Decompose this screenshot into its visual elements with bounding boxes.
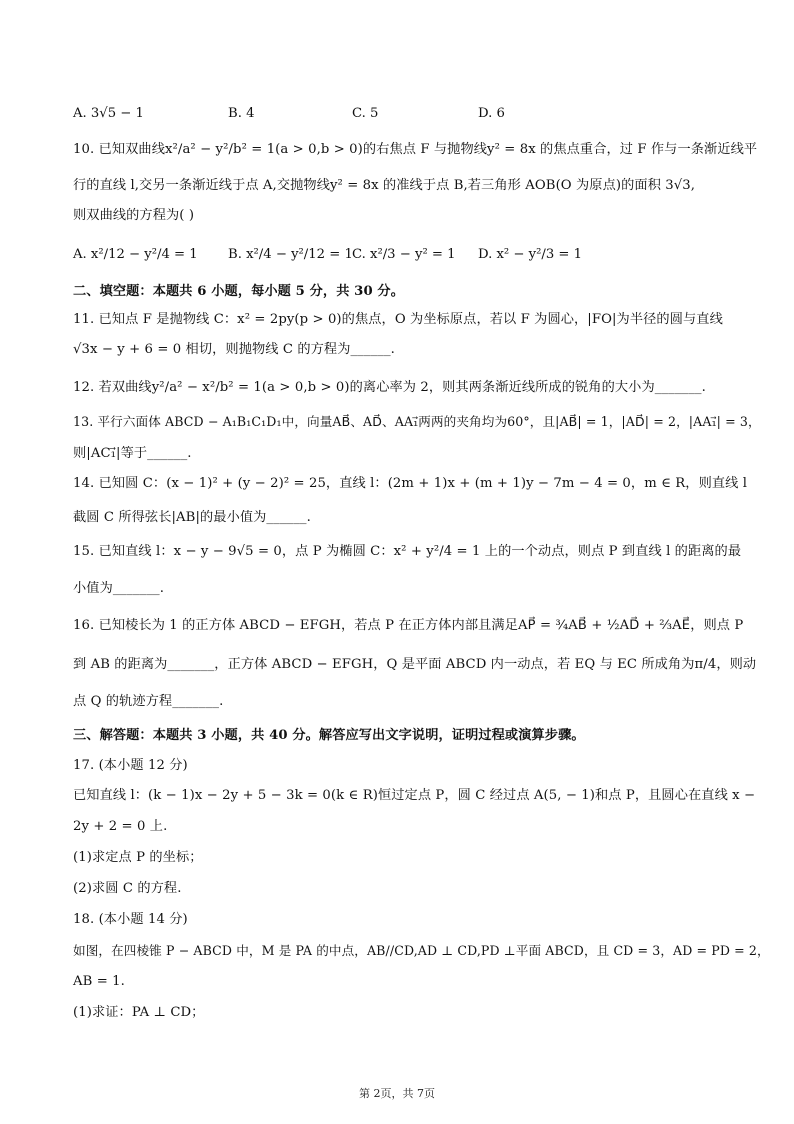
q9-option-a: A. 3√5 − 1 (73, 106, 144, 121)
q9-option-b: B. 4 (228, 106, 255, 121)
q18-line-1: 如图，在四棱锥 P − ABCD 中，M 是 PA 的中点，AB//CD,AD ⊥ CD,PD ⊥平面 ABCD，且 CD = 3，AD = PD = 2， (73, 943, 770, 958)
q11-line-2: √3x − y + 6 = 0 相切，则抛物线 C 的方程为______. (73, 342, 395, 357)
q9-option-c: C. 5 (352, 106, 379, 121)
q10-option-a: A. x²/12 − y²/4 = 1 (73, 247, 198, 262)
section-3-heading: 三、解答题：本题共 3 小题，共 40 分。解答应写出文字说明，证明过程或演算步骤。 (73, 728, 585, 743)
q15-line-2: 小值为_______. (73, 581, 165, 596)
q18-part-1: (1)求证：PA ⊥ CD； (73, 1005, 205, 1020)
q13-line-2: 则|AC₁⃗|等于______. (73, 446, 192, 461)
q15-line-1: 15. 已知直线 l：x − y − 9√5 = 0，点 P 为椭圆 C：x² + y²/4 = 1 上的一个动点，则点 P 到直线 l 的距离的最 (73, 544, 742, 559)
q10-option-d: D. x² − y²/3 = 1 (478, 247, 583, 262)
q18-line-2: AB = 1. (73, 974, 125, 989)
q17-line-2: 2y + 2 = 0 上. (73, 819, 168, 834)
q10-option-b: B. x²/4 − y²/12 = 1 (228, 247, 353, 262)
q17-part-2: (2)求圆 C 的方程. (73, 881, 182, 896)
q14-line-2: 截圆 C 所得弦长|AB|的最小值为______. (73, 510, 311, 525)
q16-line-2: 到 AB 的距离为_______，正方体 ABCD − EFGH，Q 是平面 ABCD 内一动点，若 EQ 与 EC 所成角为π/4，则动 (73, 657, 757, 672)
q16-line-3: 点 Q 的轨迹方程_______. (73, 694, 224, 709)
q12-line-1: 12. 若双曲线y²/a² − x²/b² = 1(a > 0,b > 0)的离心率为 2，则其两条渐近线所成的锐角的大小为_______. (73, 380, 706, 395)
page-footer: 第 2页，共 7页 (359, 1087, 435, 1100)
q16-line-1: 16. 已知棱长为 1 的正方体 ABCD − EFGH，若点 P 在正方体内部且满足AP⃗ = ¾AB⃗ + ½AD⃗ + ⅔AE⃗，则点 P (73, 618, 744, 633)
q13-line-1: 13. 平行六面体 ABCD − A₁B₁C₁D₁中，向量AB⃗、AD⃗、AA₁⃗两两的夹角均为60°，且|AB⃗| = 1，|AD⃗| = 2，|AA₁⃗| = 3， (73, 414, 761, 429)
q10-option-c: C. x²/3 − y² = 1 (352, 247, 456, 262)
section-2-heading: 二、填空题：本题共 6 小题，每小题 5 分，共 30 分。 (73, 284, 404, 299)
q11-line-1: 11. 已知点 F 是抛物线 C：x² = 2py(p > 0)的焦点，O 为坐标原点，若以 F 为圆心，|FO|为半径的圆与直线 (73, 312, 723, 327)
q17-title: 17. (本小题 12 分) (73, 758, 188, 773)
q17-part-1: (1)求定点 P 的坐标； (73, 850, 203, 865)
q9-option-d: D. 6 (478, 106, 505, 121)
q10-line-2: 行的直线 l,交另一条渐近线于点 A,交抛物线y² = 8x 的准线于点 B,若三角形 AOB(O 为原点)的面积 3√3, (73, 178, 696, 193)
q10-line-1: 10. 已知双曲线x²/a² − y²/b² = 1(a > 0,b > 0)的右焦点 F 与抛物线y² = 8x 的焦点重合，过 F 作与一条渐近线平 (73, 142, 758, 157)
q10-line-3: 则双曲线的方程为( ) (73, 208, 195, 223)
q18-title: 18. (本小题 14 分) (73, 912, 188, 927)
q14-line-1: 14. 已知圆 C：(x − 1)² + (y − 2)² = 25，直线 l：(2m + 1)x + (m + 1)y − 7m − 4 = 0，m ∈ R，则直线 l (73, 476, 748, 491)
q17-line-1: 已知直线 l：(k − 1)x − 2y + 5 − 3k = 0(k ∈ R)恒过定点 P，圆 C 经过点 A(5, − 1)和点 P，且圆心在直线 x − (73, 788, 756, 803)
